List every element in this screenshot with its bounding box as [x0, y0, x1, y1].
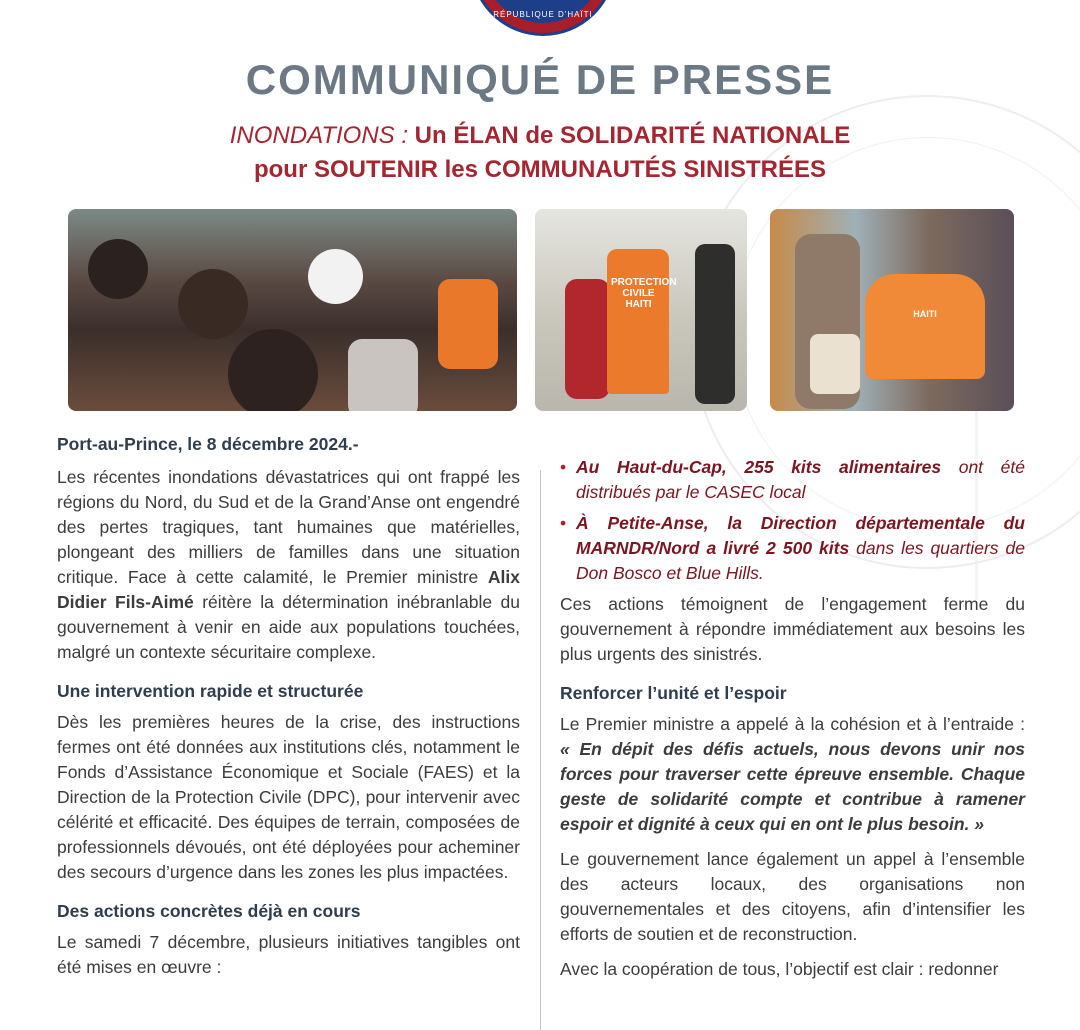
photo-crowd: [68, 209, 517, 411]
vest-label: PROTECTION CIVILE HAITI: [611, 277, 677, 310]
person-figure: [695, 244, 735, 404]
subtitle-line-2: pour SOUTENIR les COMMUNAUTÉS SINISTRÉES: [253, 156, 827, 183]
bullet-haut-du-cap: [560, 455, 1025, 505]
subtitle-rest: Un ÉLAN de SOLIDARITÉ NATIONALE: [408, 122, 851, 149]
bullet-bold: Au Haut-du-Cap, 255 kits alimentaires: [576, 457, 942, 477]
actions-paragraph: Le samedi 7 décembre, plusieurs initiatives tangibles ont été mises en œuvre :: [57, 932, 520, 977]
section-heading-unity: Renforcer l’unité et l’espoir: [560, 683, 787, 703]
quote-paragraph: [560, 712, 1025, 837]
bullet-rest: dans les quartiers de Don Bosco et Blue Hills.: [576, 538, 1025, 583]
bullet-petite-anse: [560, 511, 1025, 586]
crowd-figure: [348, 339, 418, 411]
intro-text-b: réitère la détermination inébranlable du gouvernement à venir en aide aux populations touchées, malgré un contexte sécuritaire complexe.: [57, 592, 520, 662]
republic-seal-logo: [470, 0, 616, 36]
column-divider: [540, 470, 541, 1030]
photo-distribution: [770, 209, 1014, 411]
subtitle-line-1: [0, 122, 1080, 150]
appeal-paragraph: Le gouvernement lance également un appel à l’ensemble des acteurs locaux, des organisations non gouvernementales et des citoyens, afin d’intensifier les efforts de soutien et de reconstruction.: [560, 849, 1025, 944]
intro-text-a: Les récentes inondations dévastatrices qui ont frappé les régions du Nord, du Sud et de la Grand’Anse ont engendré des pertes tragiques, tant humaines que matérielles, plongeant des milliers de familles dans une situation critique. Face à cette calamité, le Premier ministre: [57, 467, 520, 587]
shirt-label: HAITI: [913, 309, 937, 319]
subtitle-lead: INONDATIONS :: [229, 122, 408, 149]
quote-intro: Le Premier ministre a appelé à la cohésion et à l’entraide :: [560, 714, 1025, 734]
page-title: COMMUNIQUÉ DE PRESSE: [245, 56, 835, 103]
crowd-figure: [228, 329, 318, 411]
person-figure: [565, 279, 610, 399]
right-column: [560, 455, 1025, 992]
intervention-paragraph: Dès les premières heures de la crise, des instructions fermes ont été données aux institutions clés, notamment le Fonds d’Assistance Économique et Sociale (FAES) et la Direction de la Protection Civile (DPC), pour intervenir avec célérité et efficacité. Des équipes de terrain, composées de professionnels dévoués, ont été déployées pour acheminer des secours d’urgence dans les zones les plus impactées.: [57, 712, 520, 882]
seal-text: RÉPUBLIQUE D'HAÏTI: [493, 10, 593, 19]
prime-minister-name: Alix Didier Fils-Aimé: [57, 567, 520, 612]
section-heading-intervention: Une intervention rapide et structurée: [57, 681, 364, 701]
section-heading-actions: Des actions concrètes déjà en cours: [57, 901, 361, 921]
bullet-bold: À Petite-Anse, la Direction départementale du MARNDR/Nord a livré 2 500 kits: [576, 513, 1025, 558]
orange-shirt: [865, 274, 985, 379]
bullet-rest: ont été distribués par le CASEC local: [576, 457, 1025, 502]
closing-paragraph: Avec la coopération de tous, l’objectif est clair : redonner: [560, 959, 999, 979]
orange-vest: [607, 249, 677, 394]
food-bag: [810, 334, 860, 394]
crowd-figure: [438, 279, 498, 369]
photo-civil-protection: [535, 209, 747, 411]
crowd-figure: [308, 249, 363, 304]
crowd-figure: [88, 239, 148, 299]
prime-minister-quote: « En dépit des défis actuels, nous devons unir nos forces pour traverser cette épreuve ensemble. Chaque geste de solidarité compte et contribue à ramener espoir et dignité à ceux qui en ont le plus besoin. »: [560, 739, 1025, 834]
crowd-figure: [178, 269, 248, 339]
engagement-paragraph: Ces actions témoignent de l’engagement ferme du gouvernement à répondre immédiatement aux besoins les plus urgents des sinistrés.: [560, 594, 1025, 664]
left-column: [57, 432, 520, 990]
intro-paragraph: [57, 465, 520, 665]
dateline: Port-au-Prince, le 8 décembre 2024.-: [57, 434, 359, 454]
